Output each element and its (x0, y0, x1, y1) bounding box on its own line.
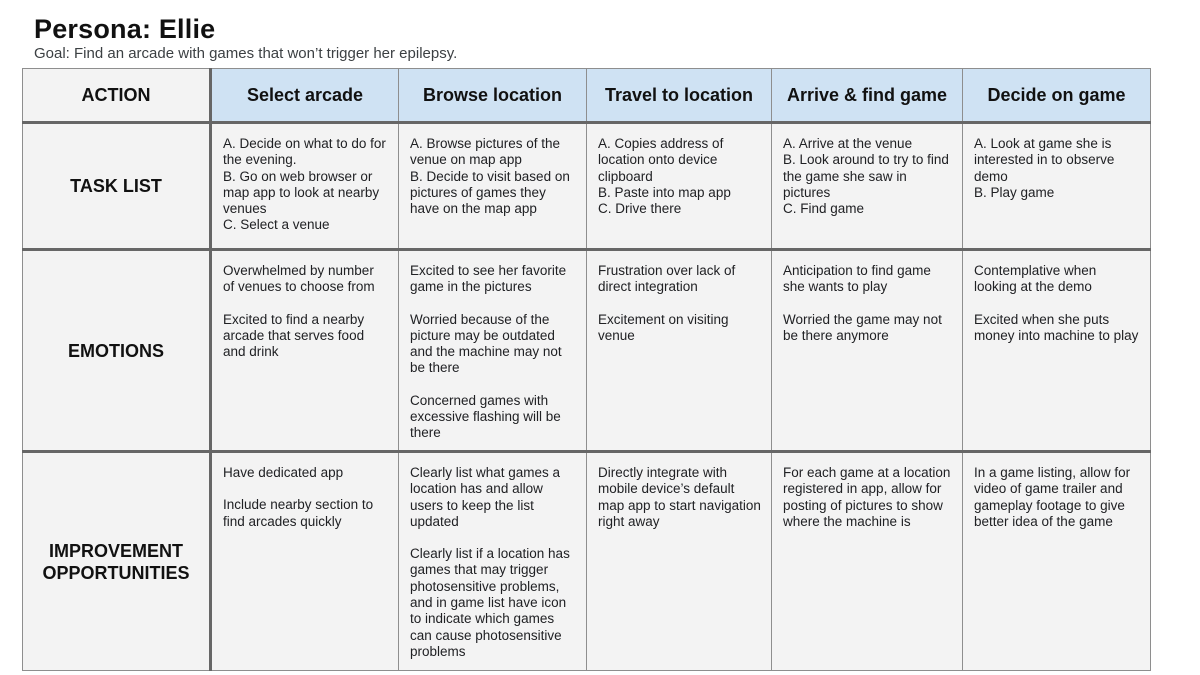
stage-header-arrive-find-game: Arrive & find game (772, 69, 963, 123)
cell-text: Have dedicated app (223, 465, 344, 480)
cell-text: Concerned games with excessive flashing will be there (410, 392, 561, 441)
improvement-opportunities-label: IMPROVEMENT OPPORTUNITIES (23, 452, 211, 671)
improvement-cell-decide-on-game (963, 452, 1151, 671)
cell-text: Contemplative when looking at the demo (974, 263, 1097, 295)
cell-text: Excited to see her favorite game in the pictures (410, 263, 567, 295)
cell-text: Clearly list what games a location has and allow users to keep the list updated (410, 465, 561, 529)
cell-text: Clearly list if a location has games that may trigger photosensitive problems, and in game list have icon to indicate which games can cause photosensitive problems (410, 546, 570, 659)
cell-text: A. Arrive at the venue B. Look around to try to find the game she saw in pictures C. Find game (783, 136, 949, 217)
improvement-cell-arrive-find-game (772, 452, 963, 671)
task-cell-decide-on-game (963, 123, 1151, 250)
cell-text: Worried because of the picture may be outdated and the machine may not be there (410, 311, 562, 376)
emotion-cell-decide-on-game (963, 250, 1151, 452)
stage-header-select-arcade: Select arcade (211, 69, 399, 123)
stage-header-browse-location: Browse location (399, 69, 587, 123)
cell-text: For each game at a location registered in app, allow for posting of pictures to show where the machine is (783, 465, 951, 529)
emotions-row (23, 250, 1151, 452)
stage-header-decide-on-game: Decide on game (963, 69, 1151, 123)
persona-goal: Goal: Find an arcade with games that won’t trigger her epilepsy. (34, 45, 458, 62)
cell-text: Excited to find a nearby arcade that serves food and drink (223, 311, 365, 360)
emotion-cell-arrive-find-game (772, 250, 963, 452)
cell-text: Overwhelmed by number of venues to choose from (223, 263, 375, 295)
cell-text: Include nearby section to find arcades quickly (223, 497, 374, 529)
emotion-cell-travel-to-location (587, 250, 772, 452)
cell-text: A. Copies address of location onto device clipboard B. Paste into map app C. Drive there (598, 136, 731, 217)
cell-text: Excited when she puts money into machine to play (974, 311, 1139, 343)
action-header: ACTION (23, 69, 211, 123)
cell-text: Anticipation to find game she wants to play (783, 263, 931, 295)
cell-text: Excitement on visiting venue (598, 311, 729, 343)
improvement-cell-browse-location (399, 452, 587, 671)
emotion-cell-browse-location (399, 250, 587, 452)
task-list-row (23, 123, 1151, 250)
improvement-cell-travel-to-location (587, 452, 772, 671)
improvement-opportunities-row (23, 452, 1151, 671)
task-cell-travel-to-location (587, 123, 772, 250)
emotion-cell-select-arcade (211, 250, 399, 452)
cell-text: A. Look at game she is interested in to observe demo B. Play game (974, 136, 1115, 200)
improvement-cell-select-arcade (211, 452, 399, 671)
task-list-label: TASK LIST (23, 123, 211, 250)
cell-text: Frustration over lack of direct integration (598, 263, 736, 295)
emotions-label: EMOTIONS (23, 250, 211, 452)
persona-title: Persona: Ellie (34, 14, 216, 44)
stage-header-travel-to-location: Travel to location (587, 69, 772, 123)
cell-text: A. Decide on what to do for the evening. B. Go on web browser or map app to look at nearby venues C. Select a venue (223, 136, 386, 233)
cell-text: In a game listing, allow for video of game trailer and gameplay footage to give better idea of the game (974, 465, 1131, 529)
cell-text: Worried the game may not be there anymore (783, 311, 942, 343)
journey-map-table (22, 68, 1151, 671)
cell-text: Directly integrate with mobile device’s default map app to start navigation right away (598, 465, 761, 529)
task-cell-arrive-find-game (772, 123, 963, 250)
cell-text: A. Browse pictures of the venue on map app B. Decide to visit based on pictures of games they have on the map app (410, 136, 570, 217)
task-cell-browse-location (399, 123, 587, 250)
header-row (23, 69, 1151, 123)
task-cell-select-arcade (211, 123, 399, 250)
